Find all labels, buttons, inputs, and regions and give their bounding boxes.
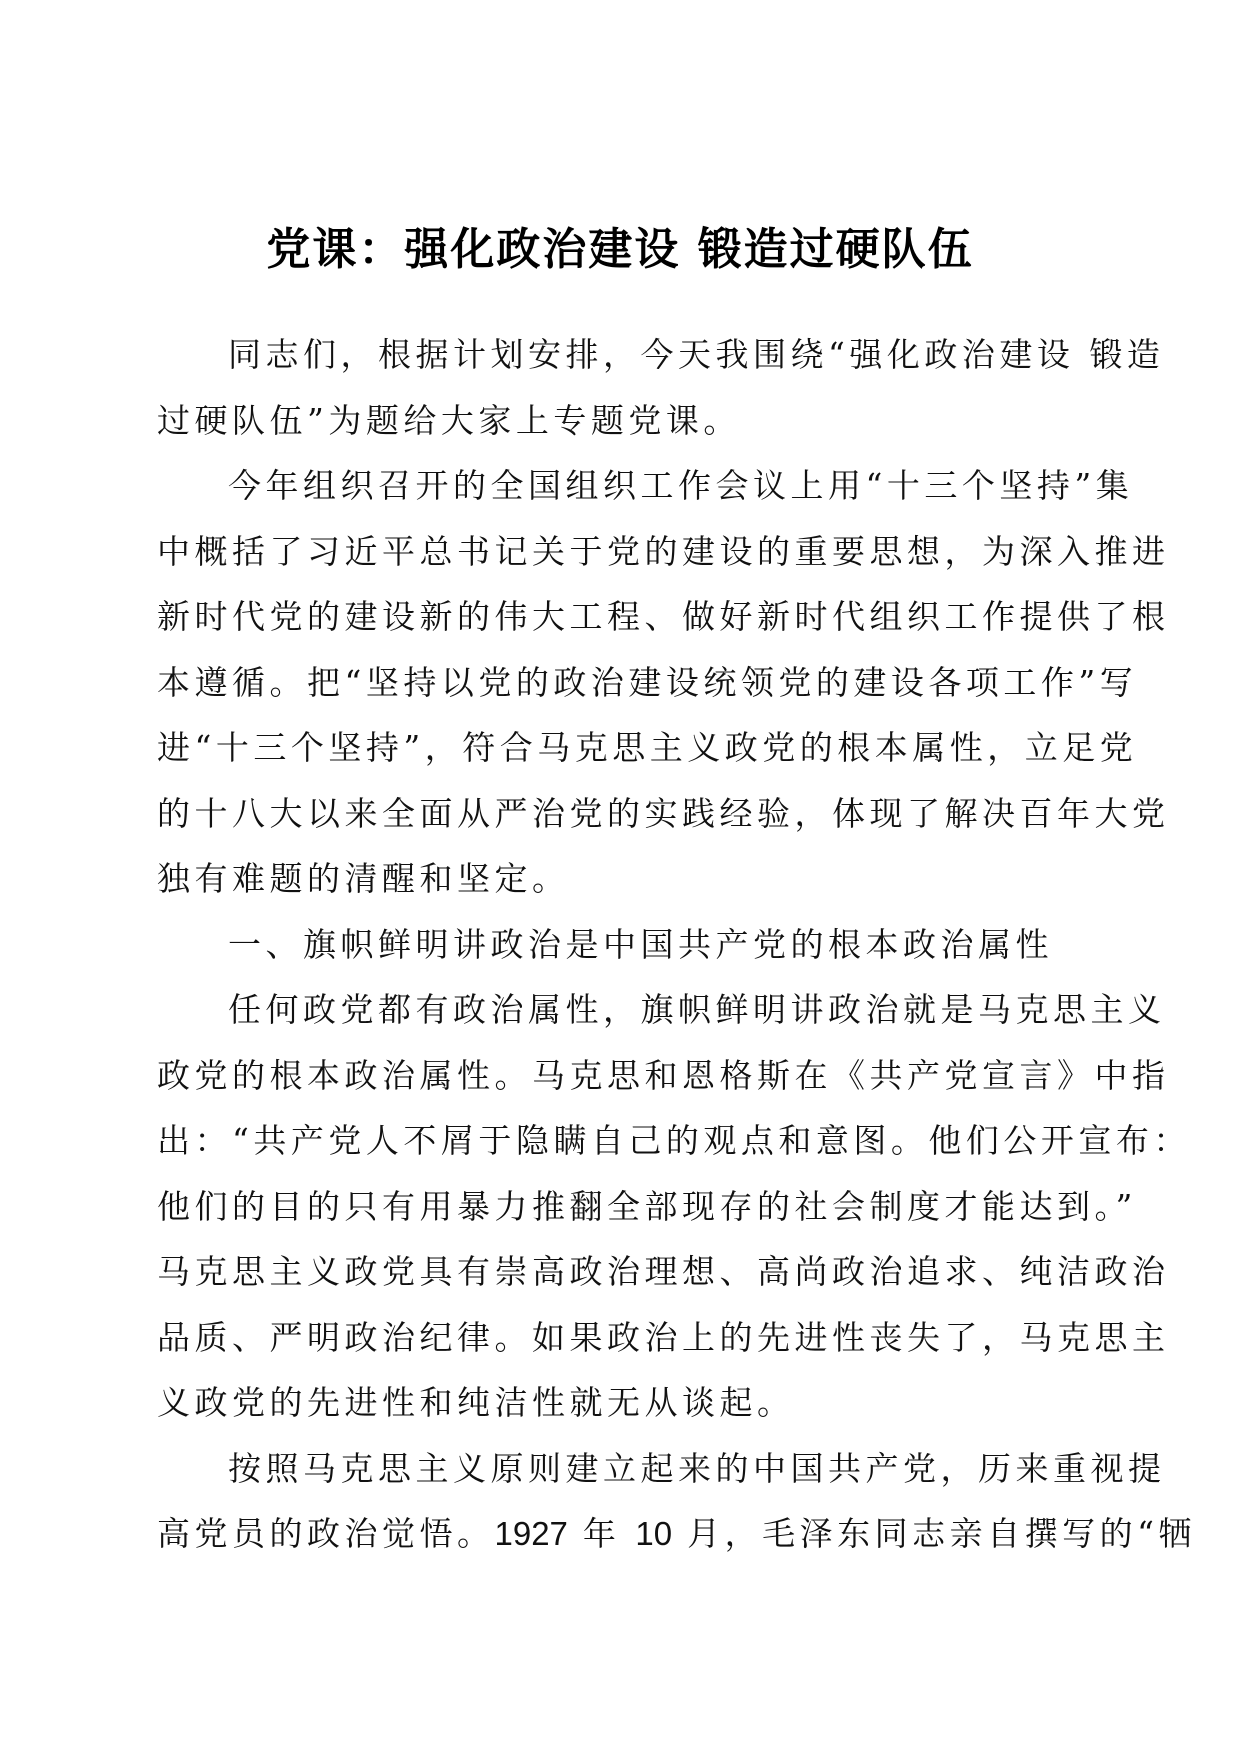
paragraph-line: 本遵循。把“坚持以党的政治建设统领党的建设各项工作”写	[157, 662, 1138, 702]
paragraph-line: 新时代党的建设新的伟大工程、做好新时代组织工作提供了根	[157, 597, 1170, 636]
paragraph-line: 的十八大以来全面从严治党的实践经验，体现了解决百年大党	[157, 793, 1170, 833]
line-segment: 高党员的政治觉悟。	[157, 1514, 495, 1553]
paragraph-line: 过硬队伍”为题给大家上专题党课。	[157, 400, 741, 440]
line-segment: 月，毛泽东同志亲自撰写的“牺	[672, 1514, 1196, 1553]
year-number: 1927	[494, 1515, 568, 1552]
paragraph-line: 进“十三个坚持”，符合马克思主义政党的根本属性，立足党	[157, 728, 1138, 767]
line-segment: 年	[567, 1514, 636, 1553]
paragraph-line: 马克思主义政党具有崇高政治理想、高尚政治追求、纯洁政治	[157, 1252, 1170, 1291]
paragraph-line: 政党的根本政治属性。马克思和恩格斯在《共产党宣言》中指	[157, 1055, 1170, 1095]
paragraph-line	[157, 1501, 1196, 1567]
paragraph-line: 任何政党都有政治属性，旗帜鲜明讲政治就是马克思主义	[228, 990, 1166, 1029]
paragraph-line: 他们的目的只有用暴力推翻全部现存的社会制度才能达到。”	[157, 1186, 1137, 1226]
paragraph-line: 义政党的先进性和纯洁性就无从谈起。	[157, 1383, 795, 1422]
document-body	[157, 322, 1196, 1567]
section-heading: 一、旗帜鲜明讲政治是中国共产党的根本政治属性	[228, 924, 1053, 964]
month-number: 10	[635, 1515, 673, 1552]
paragraph-line: 同志们，根据计划安排，今天我围绕“强化政治建设 锻造	[228, 335, 1165, 374]
paragraph-line: 今年组织召开的全国组织工作会议上用“十三个坚持”集	[228, 466, 1134, 505]
paragraph-line: 中概括了习近平总书记关于党的建设的重要思想，为深入推进	[157, 531, 1170, 571]
paragraph-line: 按照马克思主义原则建立起来的中国共产党，历来重视提	[228, 1448, 1166, 1488]
paragraph-line: 独有难题的清醒和坚定。	[157, 859, 570, 898]
document-title: 党课：强化政治建设 锻造过硬队伍	[266, 224, 974, 275]
paragraph-line: 品质、严明政治纪律。如果政治上的先进性丧失了，马克思主	[157, 1317, 1170, 1357]
paragraph-line: 出：“共产党人不屑于隐瞒自己的观点和意图。他们公开宣布：	[157, 1121, 1191, 1160]
